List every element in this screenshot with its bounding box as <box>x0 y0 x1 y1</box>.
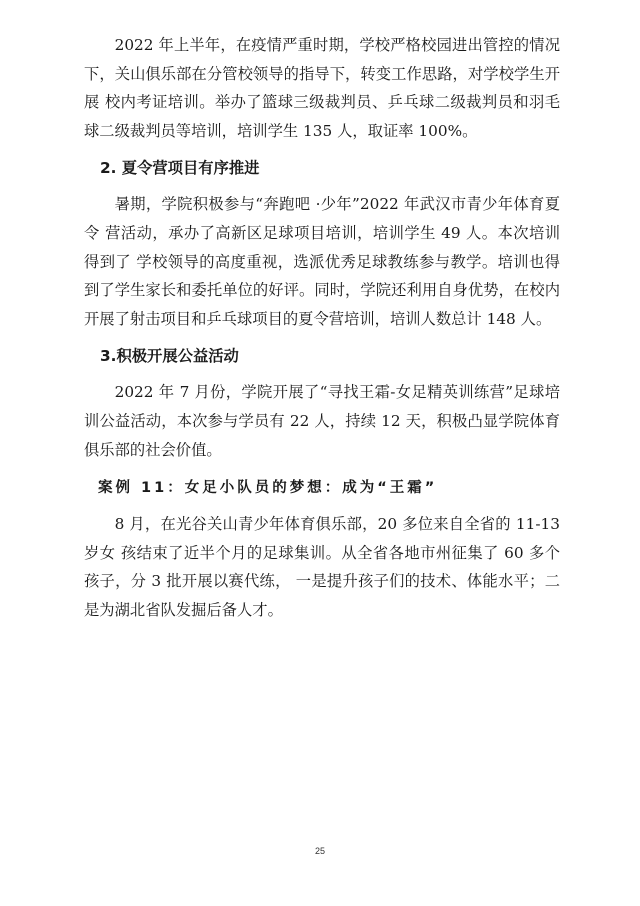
case-heading: 案例 11：女足小队员的梦想：成为“王霜” <box>98 480 438 497</box>
paragraph-exam-training: 2022 年上半年，在疫情严重时期，学校严格校园进出管控的情况下，关山俱乐部在分管校领导的指导下，转变工作思路，对学校学生开展 校内考证培训。举办了篮球三级裁判员、乒乓球二级裁判员和羽毛球二级裁判员等培训，培训学生 135 人，取证率 100%。 <box>84 36 560 140</box>
section-heading-public-welfare: 3.积极开展公益活动 <box>100 347 239 366</box>
page-number: 25 <box>314 846 325 856</box>
page-body <box>84 31 560 625</box>
paragraph-case-story: 8 月，在光谷关山青少年体育俱乐部，20 多位来自全省的 11-13 岁女 孩结束了近半个月的足球集训。从全省各地市州征集了 60 多个孩子，分 3 批开展以赛代练， 一是提升孩子们的技术、体能水平；二是为湖北省队发掘后备人才。 <box>84 515 560 619</box>
section-heading-summer-camp: 2. 夏令营项目有序推进 <box>100 159 260 178</box>
paragraph-public-welfare: 2022 年 7 月份，学院开展了“寻找王霜-女足精英训练营”足球培训公益活动，本次参与学员有 22 人，持续 12 天，积极凸显学院体育俱乐部的社会价值。 <box>84 383 560 459</box>
paragraph-summer-camp: 暑期，学院积极参与“奔跑吧 ·少年”2022 年武汉市青少年体育夏令 营活动，承办了高新区足球项目培训，培训学生 49 人。本次培训得到了 学校领导的高度重视，选派优秀足球教练参与教学。培训也得到了学生家长和委托单位的好评。同时，学院还利用自身优势，在校内开展了射击项目和乒乓球项目的夏令营培训，培训人数总计 148 人。 <box>84 195 560 328</box>
